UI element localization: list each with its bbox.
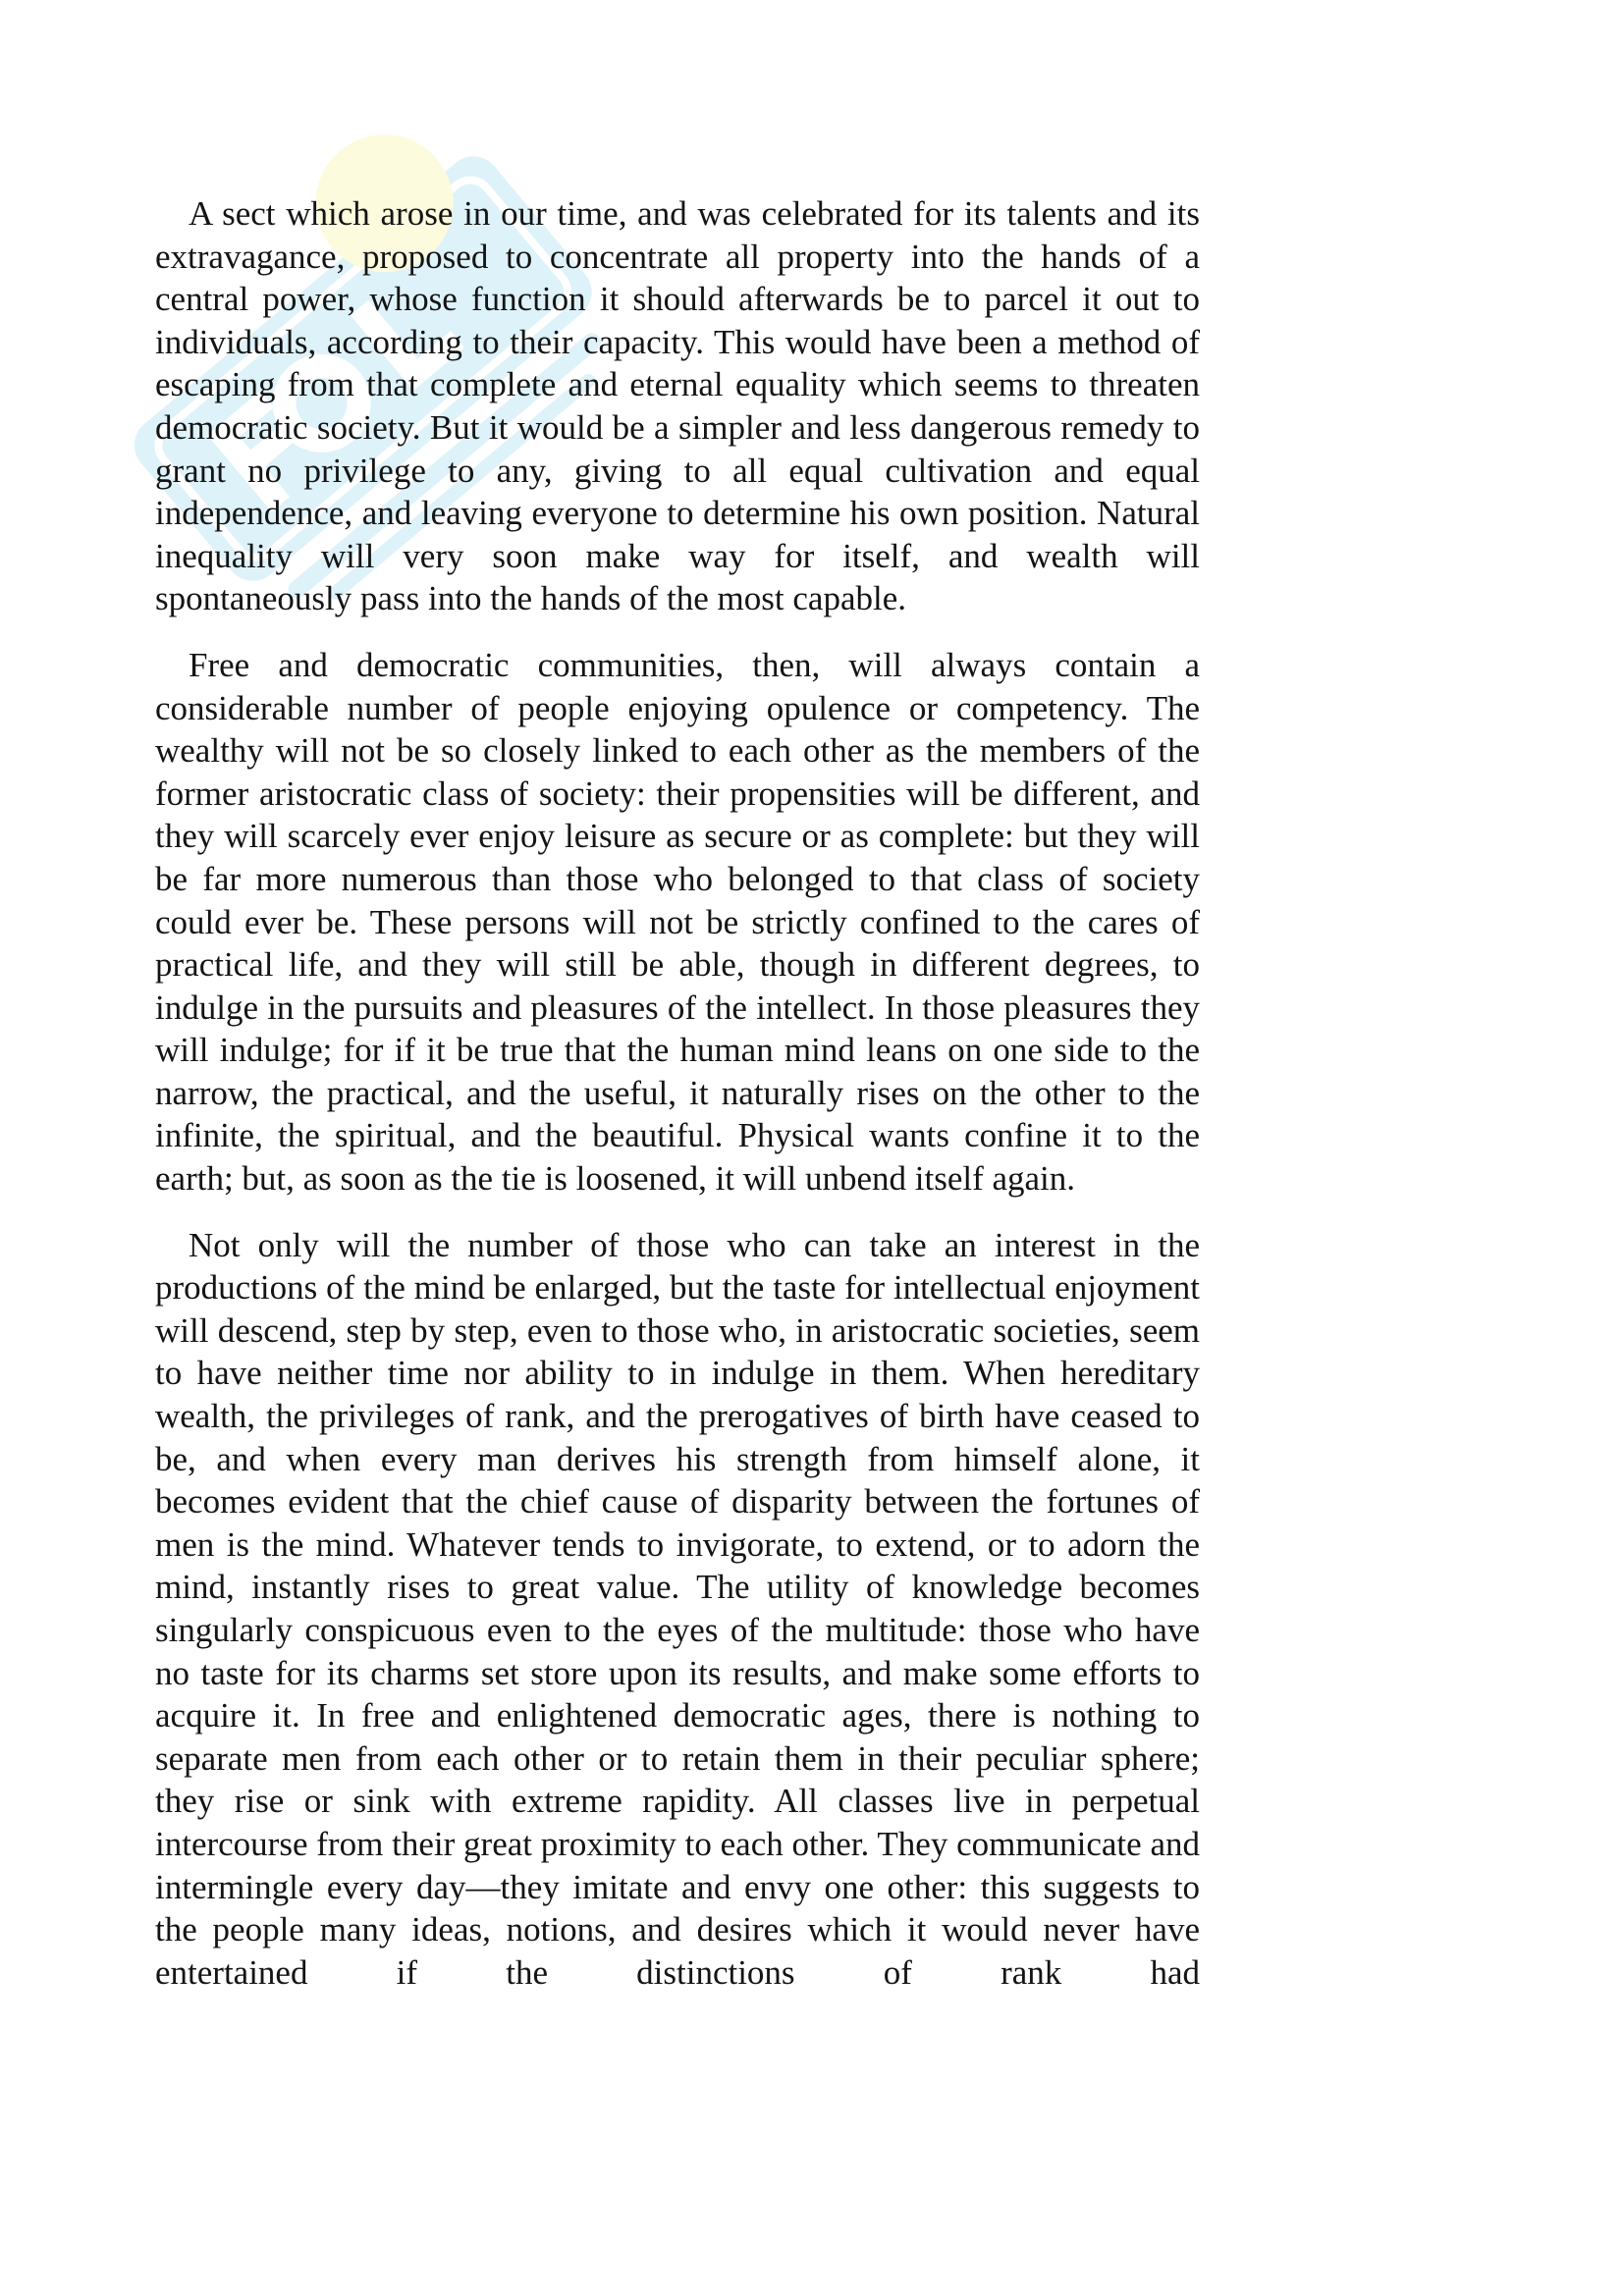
paragraph: A sect which arose in our time, and was celebrated for its talents and its extravagance, proposed to concentrate all property into the hands of a central power, whose function it should afterwards be to parcel it out to individuals, according to their capacity. This would have been a method of escaping from that complete and eternal equality which seems to threaten democratic society. But it would be a simpler and less dangerous remedy to grant no privilege to any, giving to all equal cultivation and equal independence, and leaving everyone to determine his own position. Natural inequality will very soon make way for itself, and wealth will spontaneously pass into the hands of the most capable. — [155, 194, 1200, 618]
body-text — [155, 192, 1200, 1994]
paragraph: Not only will the number of those who can take an interest in the productions of the mind be enlarged, but the taste for intellectual enjoyment will descend, step by step, even to those who, in aristocratic societies, seem to have neither time nor ability to in indulge in them. When hereditary wealth, the privileges of rank, and the prerogatives of birth have ceased to be, and when every man derives his strength from himself alone, it becomes evident that the chief cause of disparity between the fortunes of men is the mind. Whatever tends to invigorate, to extend, or to adorn the mind, instantly rises to great value. The utility of knowledge becomes singularly conspicuous even to the eyes of the multitude: those who have no taste for its charms set store upon its results, and make some efforts to acquire it. In free and enlightened democratic ages, there is nothing to separate men from each other or to retain them in their peculiar sphere; they rise or sink with extreme rapidity. All classes live in perpetual intercourse from their great proximity to each other. They communicate and intermingle every day—they imitate and envy one other: this suggests to the people many ideas, notions, and desires which it would never have entertained if the distinctions of rank had — [155, 1225, 1200, 1992]
paragraph: Free and democratic communities, then, will always contain a considerable number of people enjoying opulence or competency. The wealthy will not be so closely linked to each other as the members of the former aristocratic class of society: their propensities will be different, and they will scarcely ever enjoy leisure as secure or as complete: but they will be far more numerous than those who belonged to that class of society could ever be. These persons will not be strictly confined to the cares of practical life, and they will still be able, though in different degrees, to indulge in the pursuits and pleasures of the intellect. In those pleasures they will indulge; for if it be true that the human mind leans on one side to the narrow, the practical, and the useful, it naturally rises on the other to the infinite, the spiritual, and the beautiful. Physical wants confine it to the earth; but, as soon as the tie is loosened, it will unbend itself again. — [155, 645, 1200, 1199]
